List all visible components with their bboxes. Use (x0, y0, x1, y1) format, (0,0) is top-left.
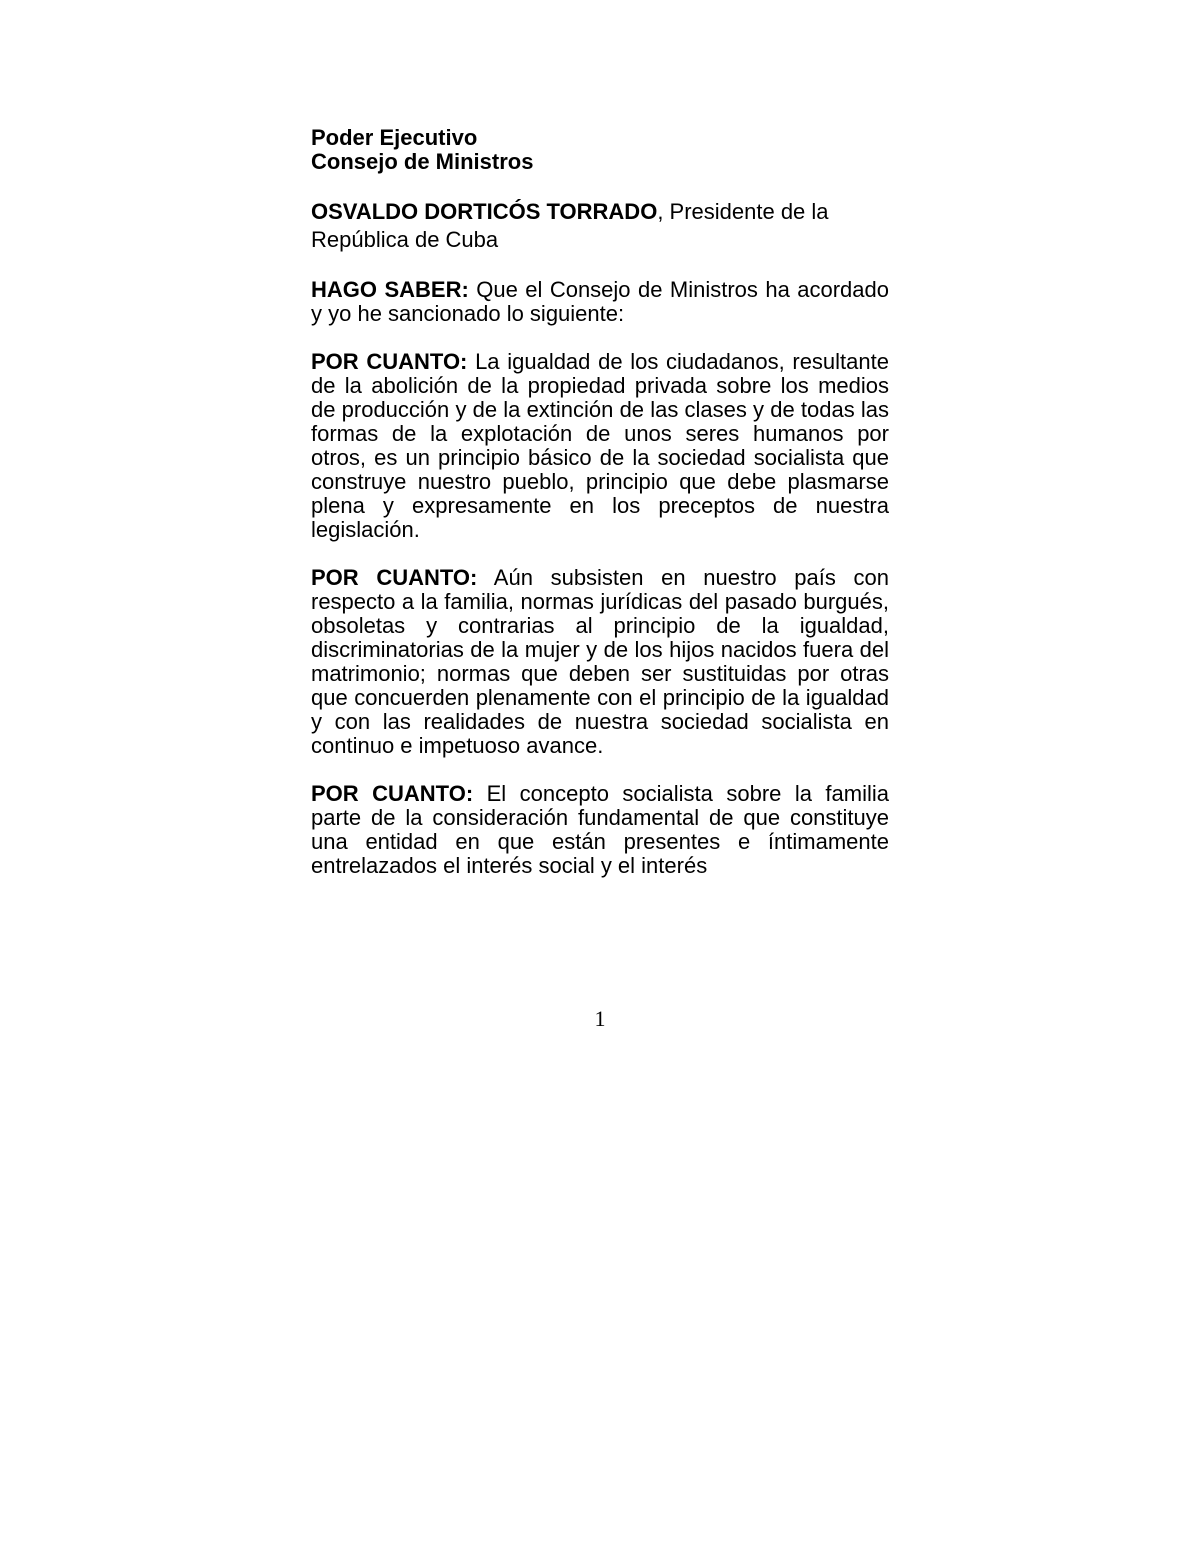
paragraph-por-cuanto-3 (311, 782, 889, 878)
president-title: , Presidente de la República de Cuba (311, 199, 829, 252)
paragraph-text: La igualdad de los ciudadanos, resultante de la abolición de la propiedad privada sobre los medios de producción y de la extinción de las clases y de todas las formas de la explotación de unos seres humanos por otros, es un principio básico de la sociedad socialista que construye nuestro pueblo, principio que debe plasmarse plena y expresamente en los preceptos de nuestra legislación. (311, 349, 889, 542)
paragraph-lead: POR CUANTO: (311, 349, 468, 374)
paragraph-lead: HAGO SABER: (311, 277, 469, 302)
page-number: 1 (594, 1006, 606, 1031)
paragraph-hago-saber (311, 278, 889, 326)
paragraph-text: El concepto socialista sobre la familia parte de la consideración fundamental de que constituye una entidad en que están presentes e íntimamente entrelazados el interés social y el interés (311, 781, 889, 878)
president-name: OSVALDO DORTICÓS TORRADO (311, 199, 658, 224)
paragraph-lead: POR CUANTO: (311, 781, 474, 806)
paragraph-por-cuanto-1 (311, 350, 889, 542)
paragraph-lead: POR CUANTO: (311, 565, 478, 590)
document-body (311, 126, 889, 878)
header-line-executive: Poder Ejecutivo (311, 125, 478, 150)
paragraph-por-cuanto-2 (311, 566, 889, 758)
header-line-council: Consejo de Ministros (311, 149, 534, 174)
president-line (311, 198, 889, 254)
paragraph-text: Que el Consejo de Ministros ha acordado y yo he sancionado lo siguiente: (311, 277, 889, 326)
paragraph-text: Aún subsisten en nuestro país con respecto a la familia, normas jurídicas del pasado burgués, obsoletas y contrarias al principio de la igualdad, discriminatorias de la mujer y de los hijos nacidos fuera del matrimonio; normas que deben ser sustituidas por otras que concuerden plenamente con el principio de la igualdad y con las realidades de nuestra sociedad socialista en continuo e impetuoso avance. (311, 565, 889, 758)
